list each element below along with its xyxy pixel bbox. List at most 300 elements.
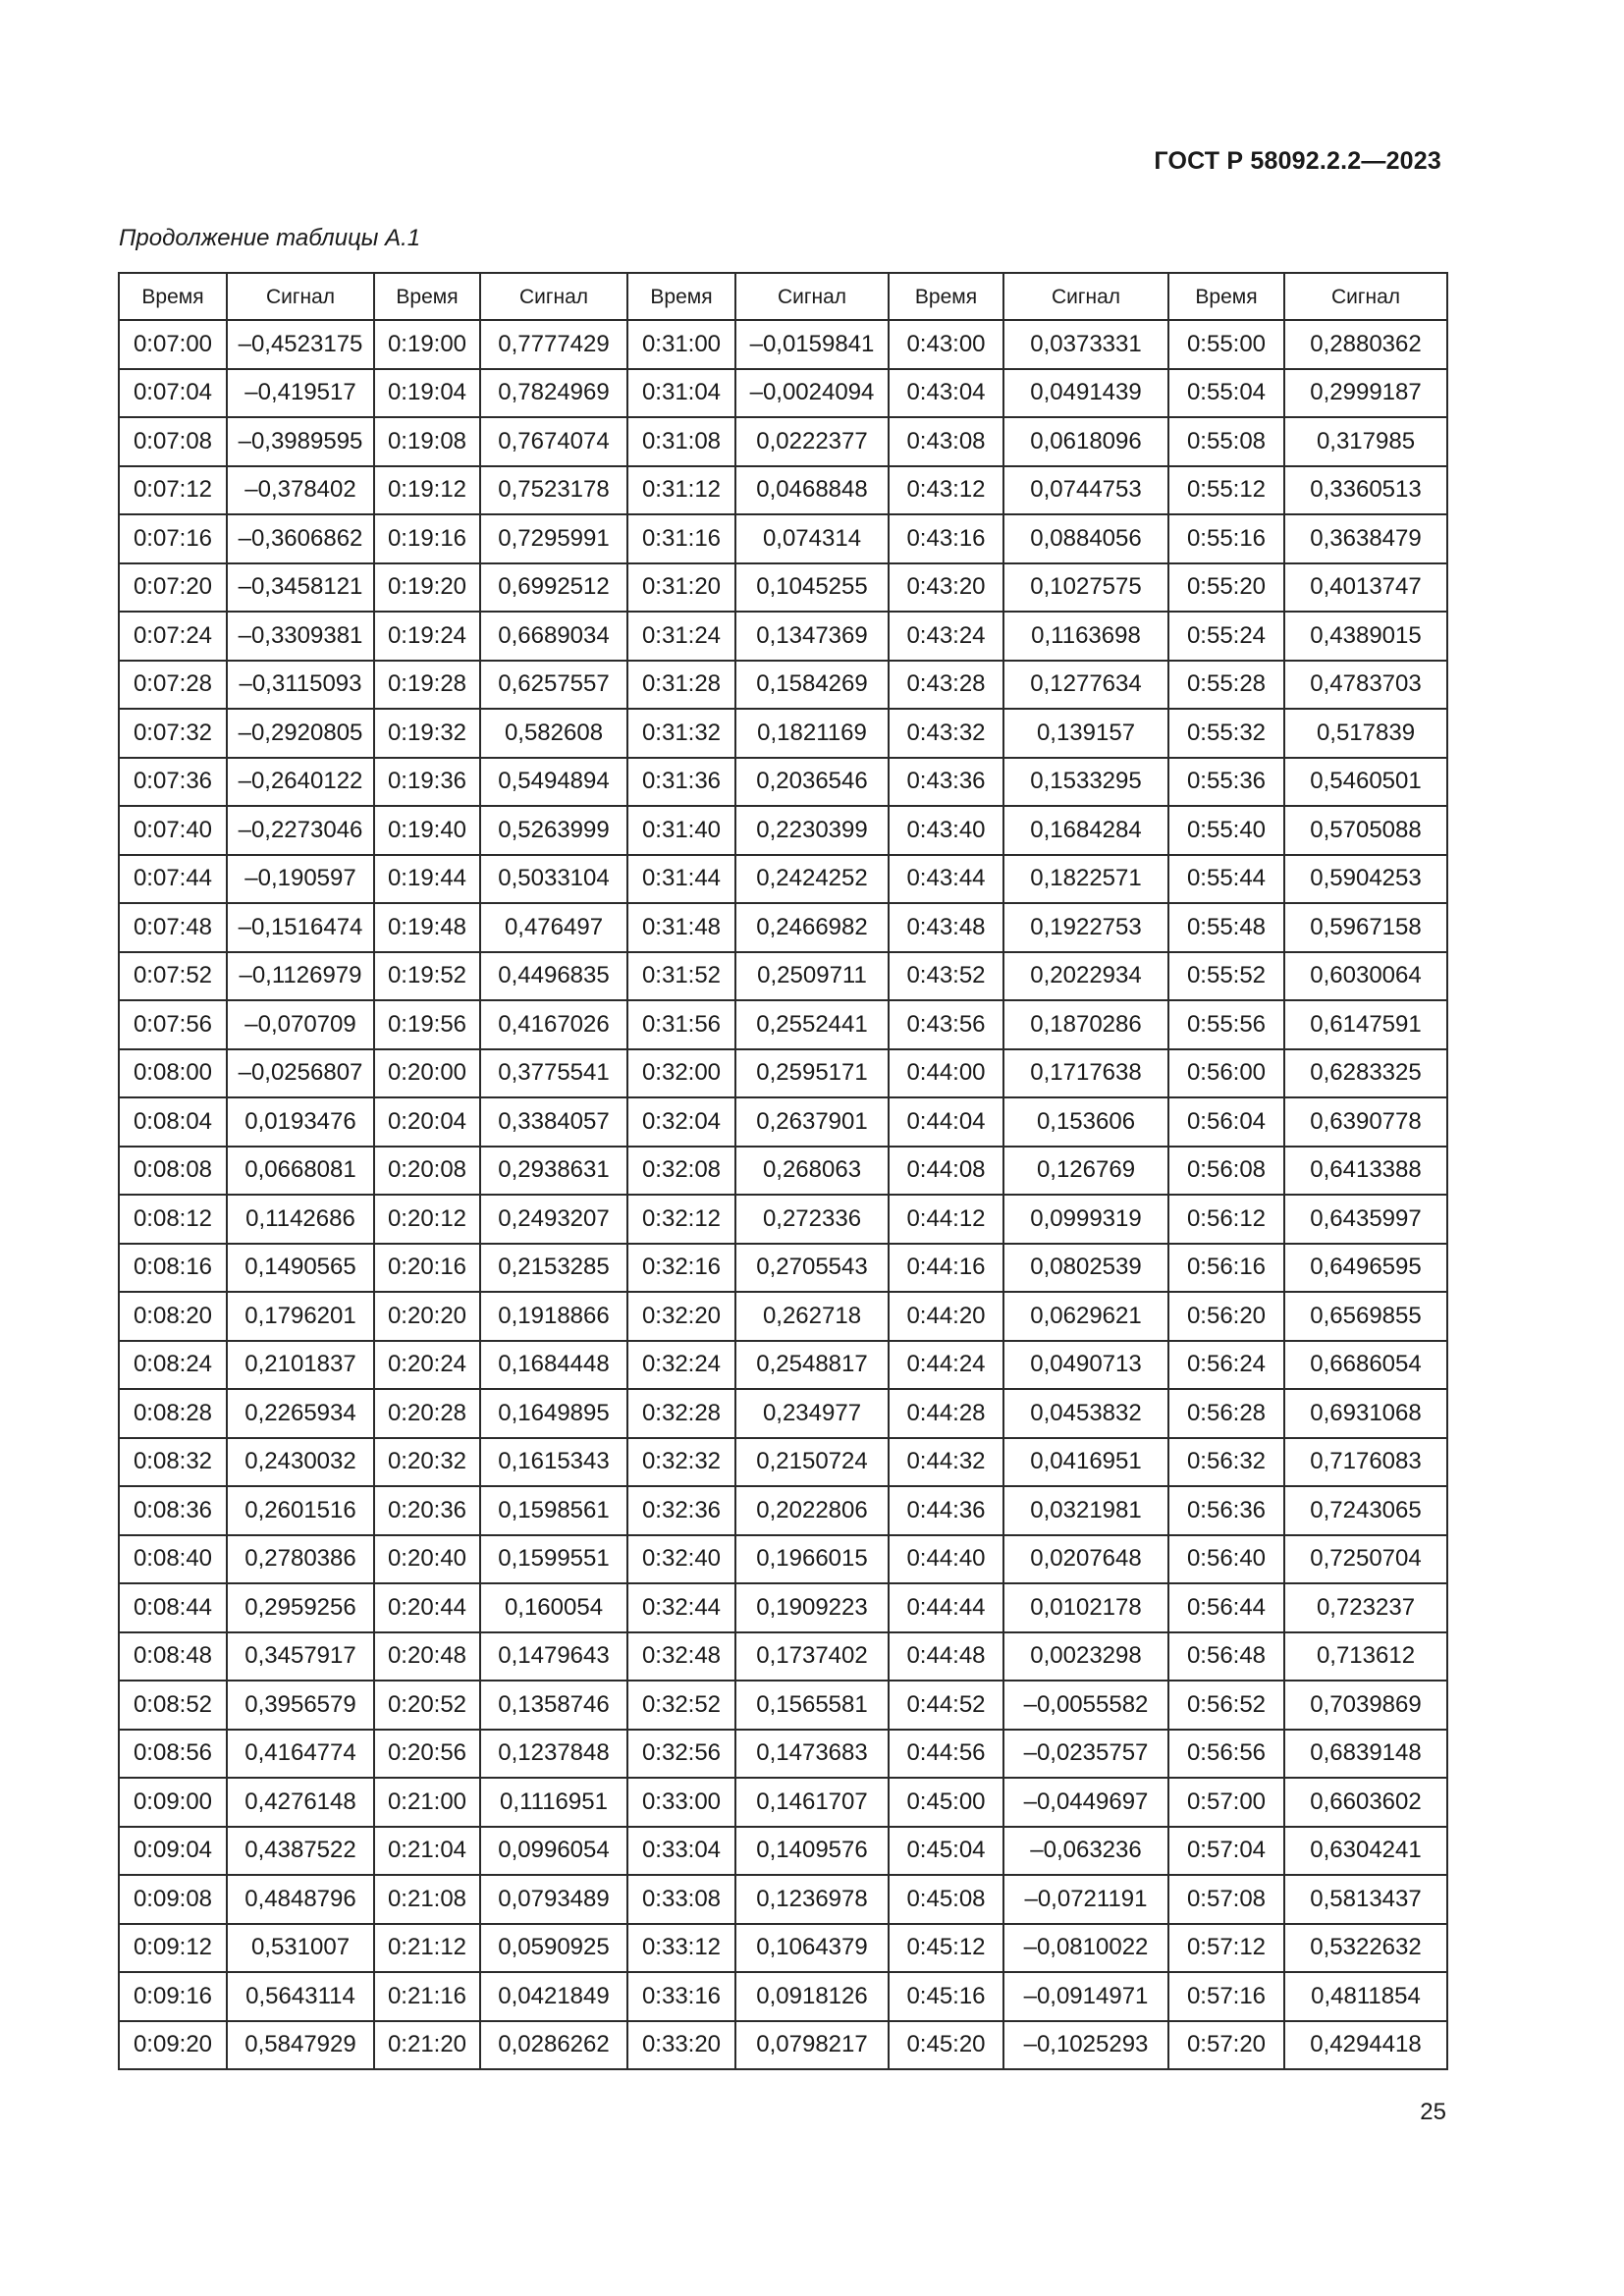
table-row bbox=[119, 320, 1447, 369]
signal-cell: 0,4496835 bbox=[480, 952, 627, 1001]
time-cell: 0:57:04 bbox=[1168, 1827, 1284, 1876]
signal-cell: 0,5033104 bbox=[480, 855, 627, 904]
time-cell: 0:45:04 bbox=[889, 1827, 1003, 1876]
signal-cell: 0,2880362 bbox=[1284, 320, 1447, 369]
time-cell: 0:08:20 bbox=[119, 1292, 227, 1341]
time-cell: 0:19:24 bbox=[374, 612, 480, 661]
time-cell: 0:08:36 bbox=[119, 1486, 227, 1535]
time-cell: 0:31:12 bbox=[627, 466, 735, 515]
document-code: ГОСТ Р 58092.2.2—2023 bbox=[1154, 147, 1441, 175]
table-row bbox=[119, 806, 1447, 855]
signal-cell: 0,0590925 bbox=[480, 1924, 627, 1973]
signal-cell: 0,1347369 bbox=[735, 612, 889, 661]
time-cell: 0:55:04 bbox=[1168, 369, 1284, 418]
time-cell: 0:43:16 bbox=[889, 514, 1003, 563]
time-cell: 0:09:08 bbox=[119, 1875, 227, 1924]
time-cell: 0:44:24 bbox=[889, 1341, 1003, 1390]
column-header: Время bbox=[1168, 273, 1284, 320]
signal-cell: 0,272336 bbox=[735, 1195, 889, 1244]
signal-cell: 0,0468848 bbox=[735, 466, 889, 515]
signal-cell: 0,7777429 bbox=[480, 320, 627, 369]
signal-cell: 0,6992512 bbox=[480, 563, 627, 613]
time-cell: 0:08:12 bbox=[119, 1195, 227, 1244]
time-cell: 0:55:40 bbox=[1168, 806, 1284, 855]
table-row bbox=[119, 1827, 1447, 1876]
time-cell: 0:31:24 bbox=[627, 612, 735, 661]
table-row bbox=[119, 1389, 1447, 1438]
signal-cell: 0,4389015 bbox=[1284, 612, 1447, 661]
time-cell: 0:19:04 bbox=[374, 369, 480, 418]
time-cell: 0:07:00 bbox=[119, 320, 227, 369]
table-row bbox=[119, 417, 1447, 466]
time-cell: 0:43:08 bbox=[889, 417, 1003, 466]
signal-cell: 0,2938631 bbox=[480, 1147, 627, 1196]
time-cell: 0:33:20 bbox=[627, 2021, 735, 2070]
time-cell: 0:32:36 bbox=[627, 1486, 735, 1535]
signal-cell: 0,0618096 bbox=[1003, 417, 1168, 466]
time-cell: 0:09:12 bbox=[119, 1924, 227, 1973]
signal-cell: 0,7523178 bbox=[480, 466, 627, 515]
signal-cell: 0,0744753 bbox=[1003, 466, 1168, 515]
column-header: Сигнал bbox=[735, 273, 889, 320]
time-cell: 0:20:36 bbox=[374, 1486, 480, 1535]
time-cell: 0:43:32 bbox=[889, 709, 1003, 758]
signal-cell: 0,4276148 bbox=[227, 1778, 374, 1827]
time-cell: 0:33:04 bbox=[627, 1827, 735, 1876]
signal-cell: 0,476497 bbox=[480, 903, 627, 952]
signal-cell: –0,0721191 bbox=[1003, 1875, 1168, 1924]
time-cell: 0:21:12 bbox=[374, 1924, 480, 1973]
signal-cell: –0,0914971 bbox=[1003, 1972, 1168, 2021]
time-cell: 0:07:44 bbox=[119, 855, 227, 904]
time-cell: 0:20:32 bbox=[374, 1438, 480, 1487]
time-cell: 0:45:16 bbox=[889, 1972, 1003, 2021]
signal-cell: 0,723237 bbox=[1284, 1583, 1447, 1632]
signal-cell: –0,3458121 bbox=[227, 563, 374, 613]
signal-cell: 0,5705088 bbox=[1284, 806, 1447, 855]
time-cell: 0:08:08 bbox=[119, 1147, 227, 1196]
time-cell: 0:57:08 bbox=[1168, 1875, 1284, 1924]
table-body bbox=[119, 320, 1447, 2069]
signal-cell: –0,3606862 bbox=[227, 514, 374, 563]
signal-cell: –0,3989595 bbox=[227, 417, 374, 466]
signal-cell: 0,1533295 bbox=[1003, 758, 1168, 807]
table-row bbox=[119, 661, 1447, 710]
time-cell: 0:57:00 bbox=[1168, 1778, 1284, 1827]
signal-cell: 0,7243065 bbox=[1284, 1486, 1447, 1535]
signal-cell: 0,582608 bbox=[480, 709, 627, 758]
signal-cell: 0,2548817 bbox=[735, 1341, 889, 1390]
signal-cell: –0,378402 bbox=[227, 466, 374, 515]
signal-cell: 0,1461707 bbox=[735, 1778, 889, 1827]
signal-cell: 0,1918866 bbox=[480, 1292, 627, 1341]
time-cell: 0:45:08 bbox=[889, 1875, 1003, 1924]
time-cell: 0:45:20 bbox=[889, 2021, 1003, 2070]
time-cell: 0:33:12 bbox=[627, 1924, 735, 1973]
time-cell: 0:33:08 bbox=[627, 1875, 735, 1924]
signal-cell: –0,0159841 bbox=[735, 320, 889, 369]
time-cell: 0:56:28 bbox=[1168, 1389, 1284, 1438]
signal-cell: 0,0798217 bbox=[735, 2021, 889, 2070]
signal-cell: –0,063236 bbox=[1003, 1827, 1168, 1876]
time-cell: 0:43:36 bbox=[889, 758, 1003, 807]
time-cell: 0:21:00 bbox=[374, 1778, 480, 1827]
time-cell: 0:31:36 bbox=[627, 758, 735, 807]
signal-cell: 0,2036546 bbox=[735, 758, 889, 807]
signal-cell: 0,1237848 bbox=[480, 1730, 627, 1779]
time-cell: 0:19:44 bbox=[374, 855, 480, 904]
time-cell: 0:19:20 bbox=[374, 563, 480, 613]
data-table bbox=[118, 272, 1448, 2070]
signal-cell: 0,4164774 bbox=[227, 1730, 374, 1779]
time-cell: 0:43:44 bbox=[889, 855, 1003, 904]
column-header: Время bbox=[374, 273, 480, 320]
signal-cell: 0,3956579 bbox=[227, 1681, 374, 1730]
signal-cell: 0,6413388 bbox=[1284, 1147, 1447, 1196]
signal-cell: 0,0884056 bbox=[1003, 514, 1168, 563]
time-cell: 0:57:12 bbox=[1168, 1924, 1284, 1973]
page-number: 25 bbox=[1420, 2099, 1446, 2125]
time-cell: 0:19:56 bbox=[374, 1000, 480, 1049]
time-cell: 0:56:00 bbox=[1168, 1049, 1284, 1098]
signal-cell: 0,1064379 bbox=[735, 1924, 889, 1973]
signal-cell: –0,4523175 bbox=[227, 320, 374, 369]
signal-cell: 0,5967158 bbox=[1284, 903, 1447, 952]
time-cell: 0:55:28 bbox=[1168, 661, 1284, 710]
signal-cell: 0,0373331 bbox=[1003, 320, 1168, 369]
signal-cell: 0,0416951 bbox=[1003, 1438, 1168, 1487]
time-cell: 0:07:32 bbox=[119, 709, 227, 758]
signal-cell: 0,234977 bbox=[735, 1389, 889, 1438]
signal-cell: 0,2493207 bbox=[480, 1195, 627, 1244]
time-cell: 0:07:16 bbox=[119, 514, 227, 563]
table-row bbox=[119, 1438, 1447, 1487]
signal-cell: 0,153606 bbox=[1003, 1097, 1168, 1147]
signal-cell: 0,2552441 bbox=[735, 1000, 889, 1049]
time-cell: 0:20:40 bbox=[374, 1535, 480, 1584]
table-row bbox=[119, 903, 1447, 952]
signal-cell: 0,6689034 bbox=[480, 612, 627, 661]
time-cell: 0:56:16 bbox=[1168, 1244, 1284, 1293]
time-cell: 0:07:56 bbox=[119, 1000, 227, 1049]
time-cell: 0:07:12 bbox=[119, 466, 227, 515]
signal-cell: 0,6257557 bbox=[480, 661, 627, 710]
signal-cell: 0,5904253 bbox=[1284, 855, 1447, 904]
signal-cell: 0,7039869 bbox=[1284, 1681, 1447, 1730]
time-cell: 0:19:32 bbox=[374, 709, 480, 758]
signal-cell: 0,1490565 bbox=[227, 1244, 374, 1293]
time-cell: 0:32:20 bbox=[627, 1292, 735, 1341]
signal-cell: –0,0024094 bbox=[735, 369, 889, 418]
time-cell: 0:20:08 bbox=[374, 1147, 480, 1196]
time-cell: 0:44:16 bbox=[889, 1244, 1003, 1293]
time-cell: 0:44:56 bbox=[889, 1730, 1003, 1779]
table-row bbox=[119, 1924, 1447, 1973]
time-cell: 0:43:24 bbox=[889, 612, 1003, 661]
time-cell: 0:43:04 bbox=[889, 369, 1003, 418]
time-cell: 0:09:00 bbox=[119, 1778, 227, 1827]
time-cell: 0:55:52 bbox=[1168, 952, 1284, 1001]
time-cell: 0:33:00 bbox=[627, 1778, 735, 1827]
time-cell: 0:57:16 bbox=[1168, 1972, 1284, 2021]
column-header: Сигнал bbox=[227, 273, 374, 320]
time-cell: 0:32:44 bbox=[627, 1583, 735, 1632]
signal-cell: 0,2466982 bbox=[735, 903, 889, 952]
signal-cell: 0,1142686 bbox=[227, 1195, 374, 1244]
time-cell: 0:07:24 bbox=[119, 612, 227, 661]
time-cell: 0:19:16 bbox=[374, 514, 480, 563]
signal-cell: 0,5847929 bbox=[227, 2021, 374, 2070]
table-row bbox=[119, 612, 1447, 661]
signal-cell: 0,4387522 bbox=[227, 1827, 374, 1876]
signal-cell: 0,126769 bbox=[1003, 1147, 1168, 1196]
signal-cell: 0,7824969 bbox=[480, 369, 627, 418]
signal-cell: 0,6304241 bbox=[1284, 1827, 1447, 1876]
time-cell: 0:55:32 bbox=[1168, 709, 1284, 758]
time-cell: 0:08:48 bbox=[119, 1632, 227, 1682]
time-cell: 0:31:28 bbox=[627, 661, 735, 710]
signal-cell: 0,7176083 bbox=[1284, 1438, 1447, 1487]
signal-cell: 0,4294418 bbox=[1284, 2021, 1447, 2070]
signal-cell: 0,0996054 bbox=[480, 1827, 627, 1876]
time-cell: 0:55:08 bbox=[1168, 417, 1284, 466]
signal-cell: 0,6603602 bbox=[1284, 1778, 1447, 1827]
signal-cell: 0,7250704 bbox=[1284, 1535, 1447, 1584]
time-cell: 0:56:24 bbox=[1168, 1341, 1284, 1390]
column-header: Время bbox=[889, 273, 1003, 320]
signal-cell: 0,7674074 bbox=[480, 417, 627, 466]
time-cell: 0:56:48 bbox=[1168, 1632, 1284, 1682]
column-header: Время bbox=[119, 273, 227, 320]
signal-cell: 0,1966015 bbox=[735, 1535, 889, 1584]
time-cell: 0:20:00 bbox=[374, 1049, 480, 1098]
time-cell: 0:20:52 bbox=[374, 1681, 480, 1730]
signal-cell: 0,1684448 bbox=[480, 1341, 627, 1390]
signal-cell: 0,3775541 bbox=[480, 1049, 627, 1098]
time-cell: 0:56:32 bbox=[1168, 1438, 1284, 1487]
signal-cell: 0,074314 bbox=[735, 514, 889, 563]
signal-cell: –0,0256807 bbox=[227, 1049, 374, 1098]
signal-cell: 0,6147591 bbox=[1284, 1000, 1447, 1049]
signal-cell: 0,1584269 bbox=[735, 661, 889, 710]
time-cell: 0:44:48 bbox=[889, 1632, 1003, 1682]
time-cell: 0:31:00 bbox=[627, 320, 735, 369]
signal-cell: 0,2022806 bbox=[735, 1486, 889, 1535]
signal-cell: 0,0453832 bbox=[1003, 1389, 1168, 1438]
time-cell: 0:55:20 bbox=[1168, 563, 1284, 613]
signal-cell: 0,1649895 bbox=[480, 1389, 627, 1438]
time-cell: 0:31:32 bbox=[627, 709, 735, 758]
time-cell: 0:07:48 bbox=[119, 903, 227, 952]
time-cell: 0:56:52 bbox=[1168, 1681, 1284, 1730]
time-cell: 0:08:44 bbox=[119, 1583, 227, 1632]
signal-cell: –0,0810022 bbox=[1003, 1924, 1168, 1973]
signal-cell: 0,1822571 bbox=[1003, 855, 1168, 904]
signal-cell: 0,1684284 bbox=[1003, 806, 1168, 855]
table-row bbox=[119, 758, 1447, 807]
signal-cell: 0,1909223 bbox=[735, 1583, 889, 1632]
time-cell: 0:32:32 bbox=[627, 1438, 735, 1487]
table-row bbox=[119, 1244, 1447, 1293]
time-cell: 0:20:48 bbox=[374, 1632, 480, 1682]
time-cell: 0:08:56 bbox=[119, 1730, 227, 1779]
signal-cell: 0,6435997 bbox=[1284, 1195, 1447, 1244]
signal-cell: –0,2640122 bbox=[227, 758, 374, 807]
time-cell: 0:31:20 bbox=[627, 563, 735, 613]
time-cell: 0:32:00 bbox=[627, 1049, 735, 1098]
signal-cell: –0,1126979 bbox=[227, 952, 374, 1001]
signal-cell: 0,0321981 bbox=[1003, 1486, 1168, 1535]
table-header bbox=[119, 273, 1447, 320]
time-cell: 0:32:56 bbox=[627, 1730, 735, 1779]
time-cell: 0:55:16 bbox=[1168, 514, 1284, 563]
table-row bbox=[119, 1147, 1447, 1196]
time-cell: 0:31:48 bbox=[627, 903, 735, 952]
signal-cell: 0,2153285 bbox=[480, 1244, 627, 1293]
table-row bbox=[119, 1730, 1447, 1779]
signal-cell: –0,419517 bbox=[227, 369, 374, 418]
time-cell: 0:08:32 bbox=[119, 1438, 227, 1487]
signal-cell: –0,1516474 bbox=[227, 903, 374, 952]
signal-cell: 0,6390778 bbox=[1284, 1097, 1447, 1147]
signal-cell: –0,1025293 bbox=[1003, 2021, 1168, 2070]
time-cell: 0:43:48 bbox=[889, 903, 1003, 952]
signal-cell: 0,713612 bbox=[1284, 1632, 1447, 1682]
signal-cell: 0,4848796 bbox=[227, 1875, 374, 1924]
signal-cell: 0,0668081 bbox=[227, 1147, 374, 1196]
signal-cell: 0,4811854 bbox=[1284, 1972, 1447, 2021]
table-row bbox=[119, 1778, 1447, 1827]
table-row bbox=[119, 1535, 1447, 1584]
time-cell: 0:44:04 bbox=[889, 1097, 1003, 1147]
signal-cell: 0,6496595 bbox=[1284, 1244, 1447, 1293]
time-cell: 0:44:00 bbox=[889, 1049, 1003, 1098]
time-cell: 0:55:24 bbox=[1168, 612, 1284, 661]
signal-cell: 0,1565581 bbox=[735, 1681, 889, 1730]
time-cell: 0:43:12 bbox=[889, 466, 1003, 515]
signal-cell: 0,0802539 bbox=[1003, 1244, 1168, 1293]
signal-cell: 0,6686054 bbox=[1284, 1341, 1447, 1390]
signal-cell: 0,5813437 bbox=[1284, 1875, 1447, 1924]
signal-cell: 0,3638479 bbox=[1284, 514, 1447, 563]
time-cell: 0:43:52 bbox=[889, 952, 1003, 1001]
time-cell: 0:09:20 bbox=[119, 2021, 227, 2070]
time-cell: 0:31:16 bbox=[627, 514, 735, 563]
time-cell: 0:32:48 bbox=[627, 1632, 735, 1682]
signal-cell: 0,1163698 bbox=[1003, 612, 1168, 661]
time-cell: 0:32:24 bbox=[627, 1341, 735, 1390]
time-cell: 0:08:04 bbox=[119, 1097, 227, 1147]
signal-cell: 0,2959256 bbox=[227, 1583, 374, 1632]
time-cell: 0:55:44 bbox=[1168, 855, 1284, 904]
signal-cell: 0,1045255 bbox=[735, 563, 889, 613]
signal-cell: –0,2273046 bbox=[227, 806, 374, 855]
time-cell: 0:43:00 bbox=[889, 320, 1003, 369]
signal-cell: 0,531007 bbox=[227, 1924, 374, 1973]
signal-cell: 0,160054 bbox=[480, 1583, 627, 1632]
time-cell: 0:31:56 bbox=[627, 1000, 735, 1049]
time-cell: 0:20:56 bbox=[374, 1730, 480, 1779]
signal-cell: 0,2150724 bbox=[735, 1438, 889, 1487]
signal-cell: 0,4783703 bbox=[1284, 661, 1447, 710]
signal-cell: 0,1922753 bbox=[1003, 903, 1168, 952]
signal-cell: –0,0449697 bbox=[1003, 1778, 1168, 1827]
column-header: Сигнал bbox=[1284, 273, 1447, 320]
column-header: Сигнал bbox=[1003, 273, 1168, 320]
signal-cell: 0,0918126 bbox=[735, 1972, 889, 2021]
time-cell: 0:55:56 bbox=[1168, 1000, 1284, 1049]
time-cell: 0:07:08 bbox=[119, 417, 227, 466]
signal-cell: –0,0235757 bbox=[1003, 1730, 1168, 1779]
signal-cell: 0,2022934 bbox=[1003, 952, 1168, 1001]
time-cell: 0:55:12 bbox=[1168, 466, 1284, 515]
time-cell: 0:56:36 bbox=[1168, 1486, 1284, 1535]
signal-cell: 0,6931068 bbox=[1284, 1389, 1447, 1438]
time-cell: 0:32:08 bbox=[627, 1147, 735, 1196]
time-cell: 0:56:20 bbox=[1168, 1292, 1284, 1341]
time-cell: 0:08:28 bbox=[119, 1389, 227, 1438]
signal-cell: 0,2637901 bbox=[735, 1097, 889, 1147]
time-cell: 0:44:40 bbox=[889, 1535, 1003, 1584]
time-cell: 0:43:28 bbox=[889, 661, 1003, 710]
time-cell: 0:07:52 bbox=[119, 952, 227, 1001]
time-cell: 0:19:40 bbox=[374, 806, 480, 855]
time-cell: 0:56:08 bbox=[1168, 1147, 1284, 1196]
time-cell: 0:19:08 bbox=[374, 417, 480, 466]
signal-cell: 0,1598561 bbox=[480, 1486, 627, 1535]
signal-cell: 0,3384057 bbox=[480, 1097, 627, 1147]
time-cell: 0:55:36 bbox=[1168, 758, 1284, 807]
signal-cell: 0,317985 bbox=[1284, 417, 1447, 466]
signal-cell: 0,517839 bbox=[1284, 709, 1447, 758]
signal-cell: 0,1599551 bbox=[480, 1535, 627, 1584]
time-cell: 0:19:52 bbox=[374, 952, 480, 1001]
time-cell: 0:32:52 bbox=[627, 1681, 735, 1730]
table-row bbox=[119, 1486, 1447, 1535]
table-row bbox=[119, 563, 1447, 613]
time-cell: 0:08:16 bbox=[119, 1244, 227, 1293]
time-cell: 0:44:44 bbox=[889, 1583, 1003, 1632]
signal-cell: 0,6030064 bbox=[1284, 952, 1447, 1001]
time-cell: 0:31:04 bbox=[627, 369, 735, 418]
signal-cell: –0,3309381 bbox=[227, 612, 374, 661]
time-cell: 0:44:20 bbox=[889, 1292, 1003, 1341]
signal-cell: 0,3360513 bbox=[1284, 466, 1447, 515]
table-row bbox=[119, 709, 1447, 758]
signal-cell: 0,1479643 bbox=[480, 1632, 627, 1682]
time-cell: 0:08:24 bbox=[119, 1341, 227, 1390]
signal-cell: –0,2920805 bbox=[227, 709, 374, 758]
time-cell: 0:44:08 bbox=[889, 1147, 1003, 1196]
time-cell: 0:08:52 bbox=[119, 1681, 227, 1730]
time-cell: 0:09:16 bbox=[119, 1972, 227, 2021]
signal-cell: 0,0102178 bbox=[1003, 1583, 1168, 1632]
signal-cell: 0,0491439 bbox=[1003, 369, 1168, 418]
time-cell: 0:08:00 bbox=[119, 1049, 227, 1098]
time-cell: 0:33:16 bbox=[627, 1972, 735, 2021]
time-cell: 0:56:44 bbox=[1168, 1583, 1284, 1632]
signal-cell: 0,5494894 bbox=[480, 758, 627, 807]
time-cell: 0:21:04 bbox=[374, 1827, 480, 1876]
time-cell: 0:43:20 bbox=[889, 563, 1003, 613]
signal-cell: 0,0193476 bbox=[227, 1097, 374, 1147]
time-cell: 0:44:36 bbox=[889, 1486, 1003, 1535]
signal-cell: –0,070709 bbox=[227, 1000, 374, 1049]
signal-cell: 0,2424252 bbox=[735, 855, 889, 904]
signal-cell: 0,6283325 bbox=[1284, 1049, 1447, 1098]
time-cell: 0:07:40 bbox=[119, 806, 227, 855]
signal-cell: 0,1796201 bbox=[227, 1292, 374, 1341]
